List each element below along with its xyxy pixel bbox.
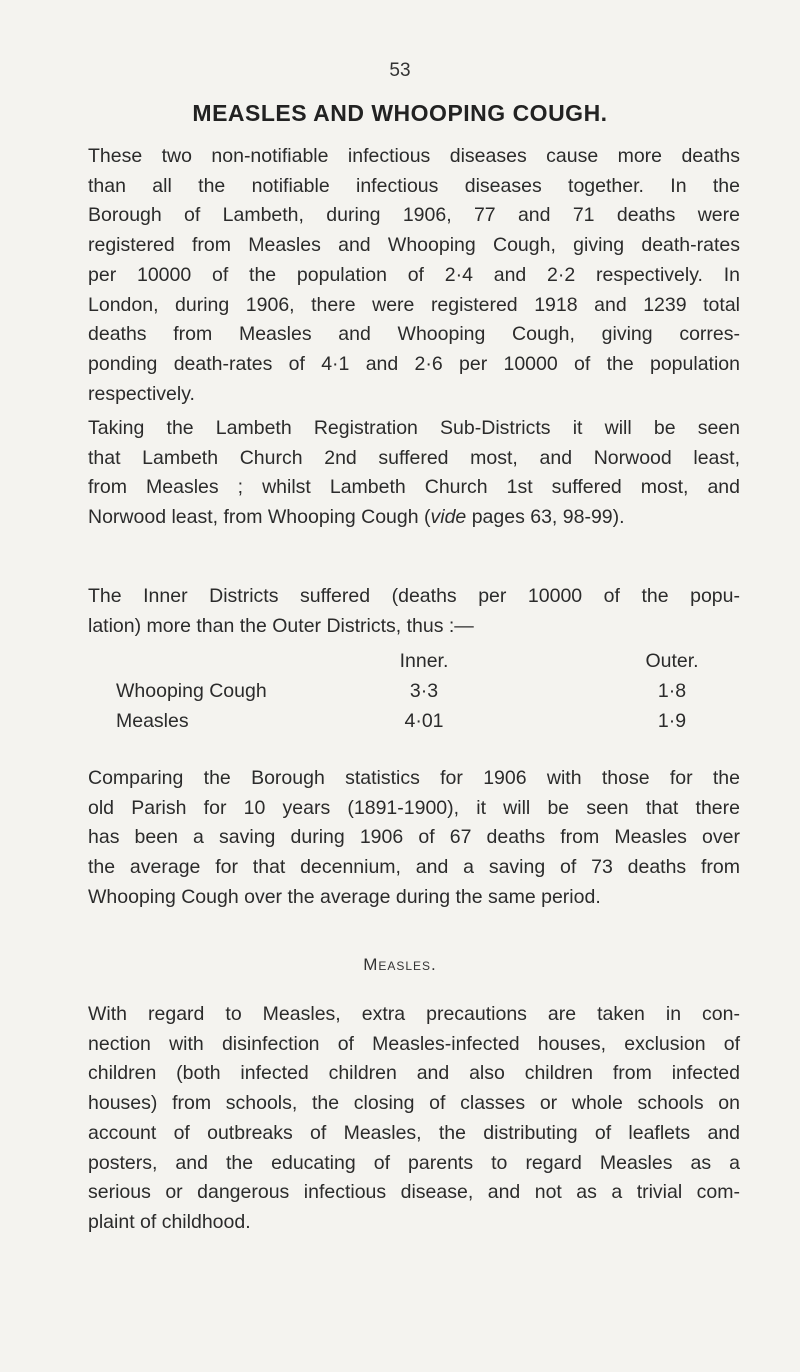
cell-inner: 3·3 [409,680,439,702]
paragraph-inner-outer [88,582,740,641]
vide-italic: vide [430,506,467,529]
text-line: serious or dangerous infectious disease, and not as a trivial com- [88,1181,740,1204]
row-label: Measles [116,710,189,732]
table-header [88,650,740,680]
text-line: Borough of Lambeth, during 1906, 77 and 71 deaths were [88,204,740,227]
paragraph-intro [88,142,740,409]
text-line: children (both infected children and also children from infected [88,1062,740,1085]
text-line: respectively. [88,382,195,405]
row-label: Whooping Cough [116,680,267,702]
section-heading-measles: Measles. [363,955,437,974]
cell-outer: 1·8 [657,680,687,702]
text-line: These two non-notifiable infectious diseases cause more deaths [88,145,740,167]
text-line: account of outbreaks of Measles, the distributing of leaflets and [88,1121,740,1144]
text-line: deaths from Measles and Whooping Cough, giving corres- [88,323,740,346]
text-line: nection with disinfection of Measles-infected houses, exclusion of [88,1032,740,1055]
page-title: MEASLES AND WHOOPING COUGH. [192,100,608,126]
inner-outer-table [88,650,740,740]
table-row [88,680,740,710]
text-line: registered from Measles and Whooping Cough, giving death-rates [88,234,740,257]
cell-outer: 1·9 [657,710,687,732]
table-row [88,710,740,740]
page-number: 53 [389,60,411,81]
text-line: per 10000 of the population of 2·4 and 2·2 respectively. In [88,263,740,286]
text-line: lation) more than the Outer Districts, thus :— [88,614,474,637]
text-line: the average for that decennium, and a saving of 73 deaths from [88,856,740,879]
text-line: Whooping Cough over the average during the same period. [88,885,601,908]
column-header-inner: Inner. [399,650,449,672]
text-line: than all the notifiable infectious diseases together. In the [88,174,740,197]
text-line: posters, and the educating of parents to regard Measles as a [88,1151,740,1174]
text-line: Comparing the Borough statistics for 1906 with those for the [88,767,740,789]
text-line: from Measles ; whilst Lambeth Church 1st suffered most, and [88,476,740,499]
column-header-outer: Outer. [645,650,699,672]
text-line: With regard to Measles, extra precautions are taken in con- [88,1003,740,1025]
text-fragment: Norwood least, from Whooping Cough ( [88,506,431,529]
text-line: that Lambeth Church 2nd suffered most, and Norwood least, [88,446,740,469]
paragraph-measles-precautions [88,1000,740,1238]
text-line: old Parish for 10 years (1891-1900), it will be seen that there [88,796,740,819]
cell-inner: 4·01 [404,710,444,732]
text-line: Taking the Lambeth Registration Sub-Districts it will be seen [88,417,740,439]
text-line [88,503,740,533]
text-line: London, during 1906, there were registered 1918 and 1239 total [88,293,740,316]
text-line: The Inner Districts suffered (deaths per 10000 of the popu- [88,585,740,607]
text-fragment: pages 63, 98-99). [466,506,625,529]
text-line: plaint of childhood. [88,1210,251,1233]
paragraph-sub-districts [88,414,740,533]
paragraph-comparison [88,764,740,913]
text-line: has been a saving during 1906 of 67 deaths from Measles over [88,826,740,849]
text-line: houses) from schools, the closing of classes or whole schools on [88,1092,740,1115]
text-line: ponding death-rates of 4·1 and 2·6 per 10000 of the population [88,352,740,375]
